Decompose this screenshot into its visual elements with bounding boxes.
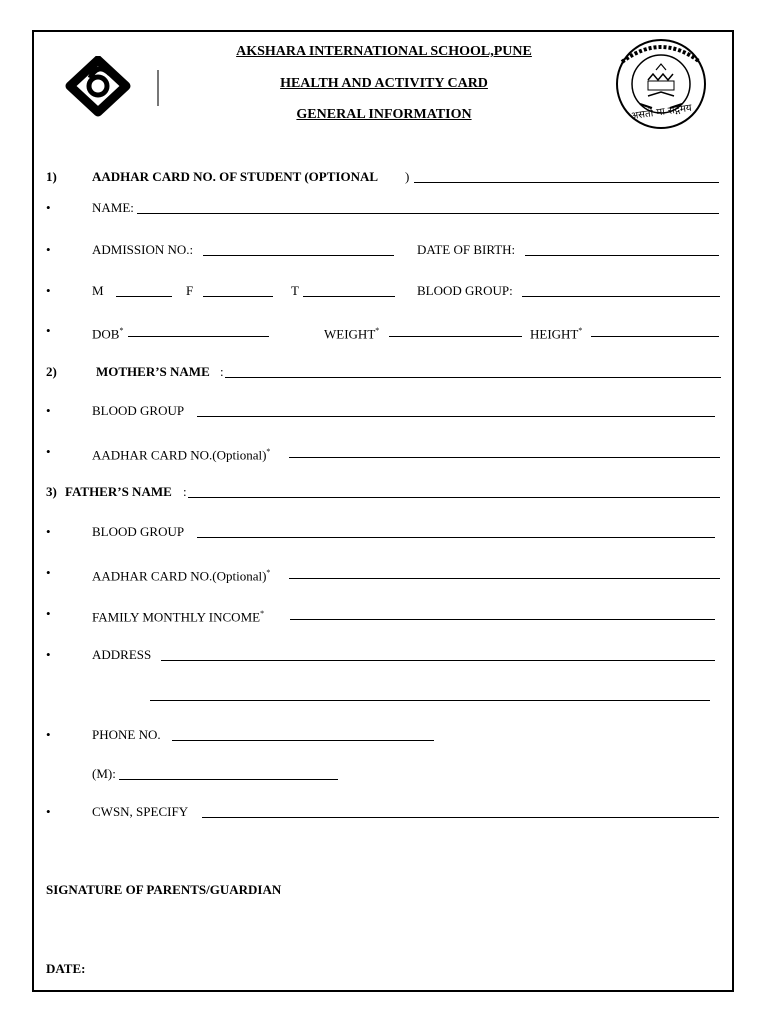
board-seal-icon [600, 38, 722, 135]
item-number: 3) [46, 484, 57, 499]
father-blood-group-input[interactable] [197, 523, 715, 538]
section-title: GENERAL INFORMATION [296, 107, 472, 122]
mother-aadhar-input[interactable] [289, 443, 720, 458]
father-aadhar-label [92, 564, 270, 585]
colon: : [183, 484, 187, 499]
address-row [0, 646, 768, 666]
phone-row [0, 726, 768, 746]
height-label [530, 322, 582, 343]
required-mark: * [578, 326, 583, 335]
income-row [0, 605, 768, 625]
dob-text: DOB [92, 326, 120, 342]
required-mark: * [119, 326, 124, 335]
seal-motto: असतो मा सद्गमय [629, 102, 693, 123]
address-row-2 [0, 686, 768, 706]
bullet: • [46, 403, 51, 418]
dob-label [92, 322, 123, 343]
bullet: • [46, 565, 51, 580]
mother-name-input[interactable] [225, 363, 721, 378]
date-of-birth-input[interactable] [525, 241, 719, 256]
dob-input[interactable] [128, 322, 269, 337]
address-input[interactable] [161, 646, 715, 661]
father-name-input[interactable] [188, 483, 720, 498]
paren: ) [405, 169, 410, 184]
signature-row [0, 881, 768, 901]
card-title: HEALTH AND ACTIVITY CARD [280, 76, 488, 91]
required-mark: * [375, 326, 380, 335]
date-of-birth-label: DATE OF BIRTH: [417, 242, 516, 257]
weight-text: WEIGHT [324, 326, 376, 342]
admission-label: ADMISSION NO.: [92, 242, 194, 257]
bullet: • [46, 323, 51, 338]
income-text: FAMILY MONTHLY INCOME [92, 609, 261, 625]
bullet: • [46, 524, 51, 539]
school-title: AKSHARA INTERNATIONAL SCHOOL,PUNE [236, 44, 532, 59]
bullet: • [46, 804, 51, 819]
address-label: ADDRESS [92, 647, 152, 662]
student-aadhar-input[interactable] [414, 168, 719, 183]
student-aadhar-row [0, 168, 768, 188]
mother-blood-row [0, 402, 768, 422]
bullet: • [46, 727, 51, 742]
name-row [0, 199, 768, 219]
cwsn-input[interactable] [202, 803, 719, 818]
m-label: M [92, 283, 104, 298]
phone-input[interactable] [172, 726, 434, 741]
height-input[interactable] [591, 322, 719, 337]
father-aadhar-row [0, 564, 768, 584]
mother-blood-group-label: BLOOD GROUP [92, 403, 185, 418]
student-blood-group-label: BLOOD GROUP: [417, 283, 513, 298]
required-mark: * [266, 447, 271, 456]
mobile-label: (M): [92, 766, 116, 781]
required-mark: * [266, 568, 271, 577]
bullet: • [46, 444, 51, 459]
name-input[interactable] [137, 199, 719, 214]
gender-row [0, 282, 768, 302]
mother-aadhar-text: AADHAR CARD NO.(Optional) [92, 447, 267, 463]
bullet: • [46, 283, 51, 298]
height-text: HEIGHT [530, 326, 579, 342]
weight-label [324, 322, 379, 343]
item-number: 2) [46, 364, 57, 379]
admission-row [0, 241, 768, 261]
bullet: • [46, 200, 51, 215]
father-aadhar-text: AADHAR CARD NO.(Optional) [92, 568, 267, 584]
phone-label: PHONE NO. [92, 727, 161, 742]
cwsn-row [0, 803, 768, 823]
t-label: T [291, 283, 299, 298]
f-input[interactable] [203, 282, 273, 297]
name-label: NAME: [92, 200, 134, 215]
mother-aadhar-label [92, 443, 270, 464]
school-emblem-icon [64, 56, 160, 125]
weight-input[interactable] [389, 322, 522, 337]
father-blood-group-label: BLOOD GROUP [92, 524, 185, 539]
bullet: • [46, 606, 51, 621]
mother-name-label: MOTHER’S NAME [96, 364, 210, 379]
mobile-row [0, 765, 768, 785]
colon: : [220, 364, 224, 379]
bullet: • [46, 647, 51, 662]
cwsn-label: CWSN, SPECIFY [92, 804, 189, 819]
father-name-label: FATHER’S NAME [65, 484, 172, 499]
admission-input[interactable] [203, 241, 394, 256]
signature-label: SIGNATURE OF PARENTS/GUARDIAN [46, 882, 282, 897]
student-blood-group-input[interactable] [522, 282, 720, 297]
income-label [92, 605, 264, 626]
student-aadhar-label: AADHAR CARD NO. OF STUDENT (OPTIONAL [92, 169, 379, 184]
required-mark: * [260, 609, 265, 618]
income-input[interactable] [290, 605, 715, 620]
address-input-line-2[interactable] [150, 686, 710, 701]
m-input[interactable] [116, 282, 172, 297]
father-blood-row [0, 523, 768, 543]
date-row [0, 960, 768, 980]
mobile-input[interactable] [119, 765, 338, 780]
dob-row [0, 322, 768, 342]
f-label: F [186, 283, 194, 298]
t-input[interactable] [303, 282, 395, 297]
date-label: DATE: [46, 961, 86, 976]
father-row [0, 483, 768, 503]
bullet: • [46, 242, 51, 257]
mother-row [0, 363, 768, 383]
mother-blood-group-input[interactable] [197, 402, 715, 417]
item-number: 1) [46, 169, 57, 184]
father-aadhar-input[interactable] [289, 564, 720, 579]
mother-aadhar-row [0, 443, 768, 463]
